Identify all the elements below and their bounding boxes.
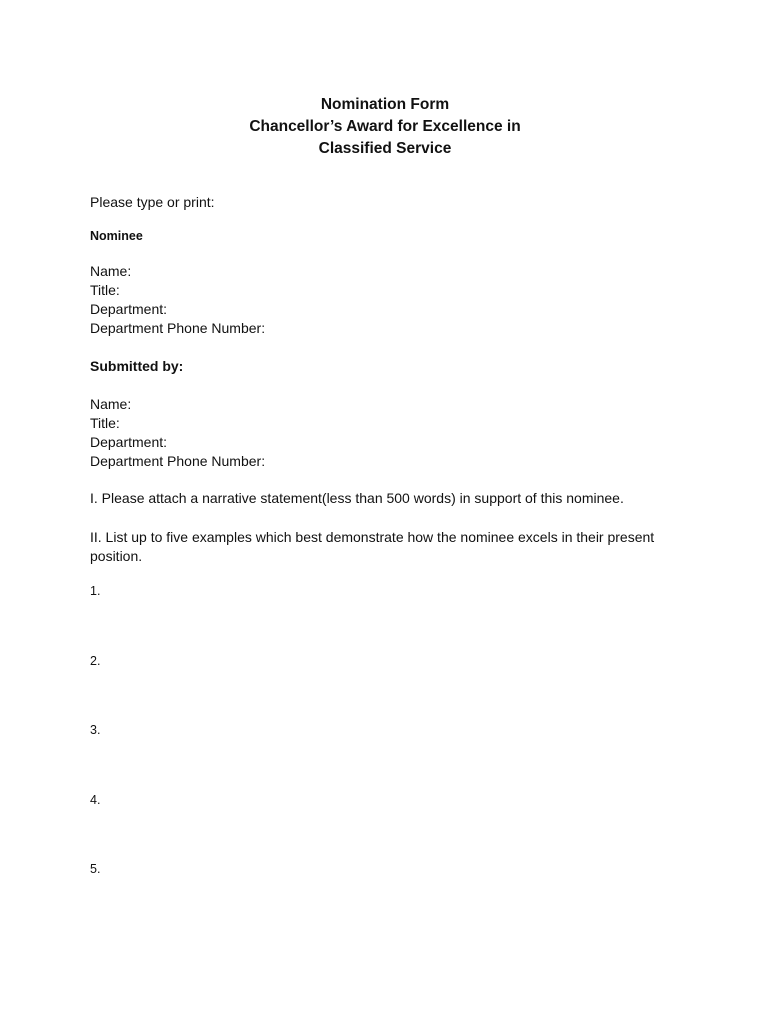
nominee-department-label: Department: xyxy=(90,301,168,317)
instruction-text: Please type or print: xyxy=(90,194,215,210)
example-number-1: 1. xyxy=(90,584,101,598)
example-number-4: 4. xyxy=(90,793,101,807)
submitter-phone-label: Department Phone Number: xyxy=(90,453,266,469)
section-1-narrative: I. Please attach a narrative statement(less than 500 words) in support of this nominee. xyxy=(90,490,624,506)
submitted-by-heading: Submitted by: xyxy=(90,358,184,374)
submitter-name-label: Name: xyxy=(90,396,132,412)
title-line-1: Nomination Form xyxy=(320,96,450,113)
title-line-3: Classified Service xyxy=(318,140,452,157)
example-number-2: 2. xyxy=(90,654,101,668)
submitter-title-label: Title: xyxy=(90,415,120,431)
section-2-examples: II. List up to five examples which best demonstrate how the nominee excels in their present position. xyxy=(90,529,655,564)
nominee-name-label: Name: xyxy=(90,263,132,279)
nominee-heading: Nominee xyxy=(90,229,143,243)
title-line-2: Chancellor’s Award for Excellence in xyxy=(249,118,521,135)
submitter-department-label: Department: xyxy=(90,434,168,450)
nominee-phone-label: Department Phone Number: xyxy=(90,320,266,336)
form-title xyxy=(0,94,770,160)
nominee-title-label: Title: xyxy=(90,282,120,298)
example-number-3: 3. xyxy=(90,723,101,737)
example-number-5: 5. xyxy=(90,862,101,876)
